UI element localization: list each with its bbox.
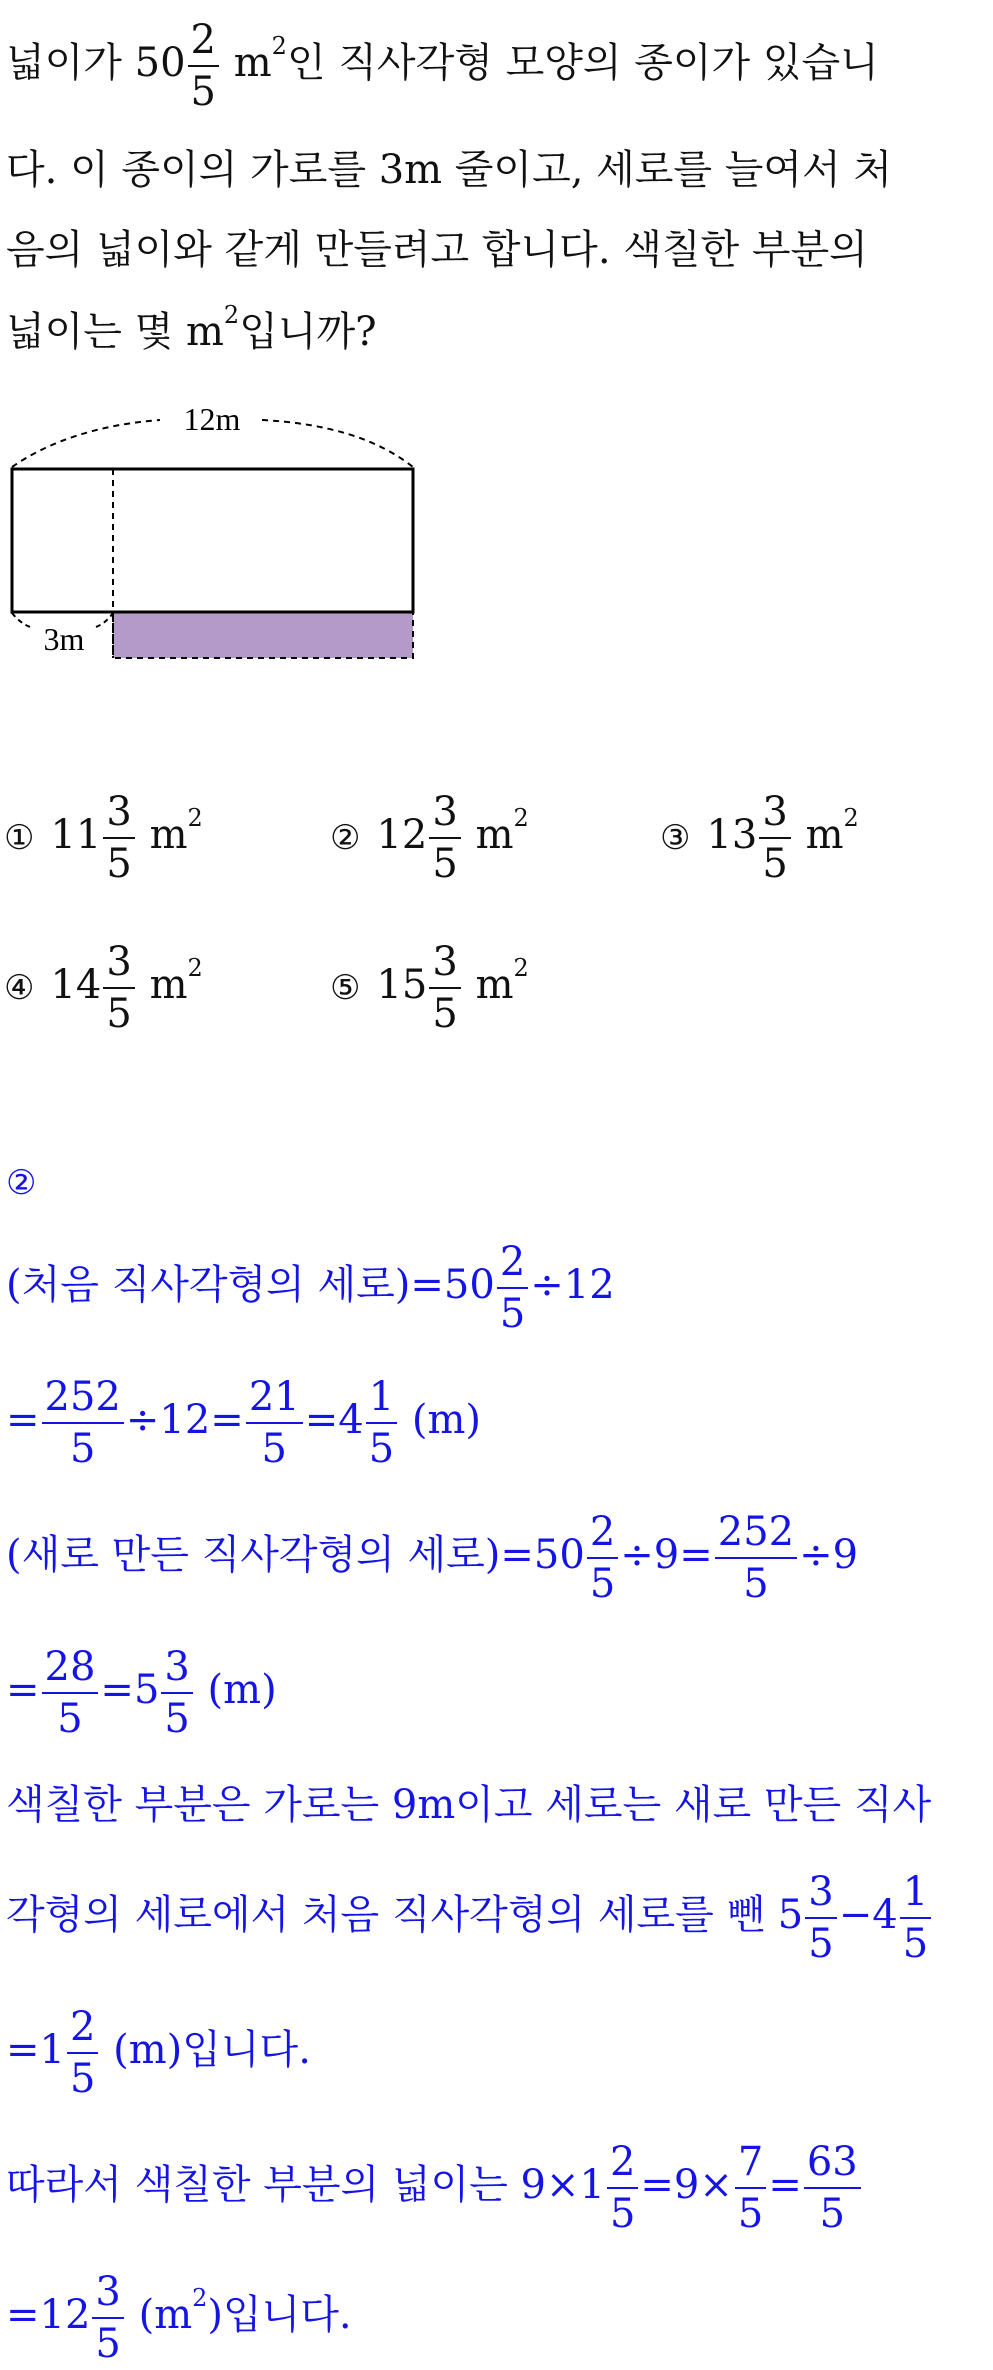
rectangle-figure [0, 395, 430, 675]
solution-line-2: = $\frac{252}{5}$ ÷12= $\frac{21}{5}$ =4 $\frac{1}{5}$ (m) [6, 1374, 481, 1472]
choice-mark: ② [330, 818, 361, 858]
choice-mark: ⑤ [330, 968, 361, 1008]
top-dimension-label: 12m [183, 401, 241, 437]
solution-line-9: =12 $\frac{3}{5}$ $(m^2)$입니다. [6, 2269, 352, 2367]
choice-3[interactable]: ③ 13 $\frac{3}{5}$ $m^2$ [660, 789, 859, 887]
superscript: 2 [223, 301, 240, 329]
shaded-region [113, 612, 413, 658]
question-line-2: 다. 이 종이의 가로를 3m 줄이고, 세로를 늘여서 처 [6, 147, 893, 193]
choice-1[interactable]: ① 11 $\frac{3}{5}$ $m^2$ [4, 789, 203, 887]
question-line-1 [6, 18, 879, 114]
question-text: 넓이가 50 [6, 40, 186, 86]
question-line-3: 음의 넓이와 같게 만들려고 합니다. 색칠한 부분의 [6, 227, 868, 273]
question-text: 넓이는 몇 m [6, 309, 224, 355]
solution-line-1: (처음 직사각형의 세로)=50 $\frac{2}{5}$ ÷12 [6, 1239, 615, 1337]
choice-4[interactable]: ④ 14 $\frac{3}{5}$ $m^2$ [4, 939, 203, 1037]
question-line-4 [6, 301, 377, 355]
solution-line-6: 각형의 세로에서 처음 직사각형의 세로를 뺀 5 $\frac{3}{5}$ −4 $\frac{1}{5}$ [6, 1870, 933, 1966]
answer-mark: ② [6, 1163, 37, 1203]
solution-line-7: =1 $\frac{2}{5}$ (m)입니다. [6, 2004, 311, 2102]
solution-line-5: 색칠한 부분은 가로는 9m이고 세로는 새로 만든 직사 [6, 1782, 932, 1828]
solution-line-3: (새로 만든 직사각형의 세로)=50 $\frac{2}{5}$ ÷9= $\frac{252}{5}$ ÷9 [6, 1509, 859, 1607]
solution-line-8: 따라서 색칠한 부분의 넓이는 9×1 $\frac{2}{5}$ =9× $\frac{7}{5}$ = $\frac{63}{5}$ [6, 2140, 863, 2236]
solution-line-4: = $\frac{28}{5}$ =5 $\frac{3}{5}$ (m) [6, 1644, 277, 1742]
original-rectangle [12, 469, 413, 612]
bottom-dimension-label: 3m [43, 621, 85, 657]
choice-mark: ④ [4, 968, 35, 1008]
unit: m [221, 40, 272, 86]
choice-2[interactable]: ② 12 $\frac{3}{5}$ $m^2$ [330, 789, 529, 887]
question-text: 인 직사각형 모양의 종이가 있습니 [286, 40, 879, 86]
choice-5[interactable]: ⑤ 15 $\frac{3}{5}$ $m^2$ [330, 939, 529, 1037]
fraction: $\frac{2}{5}$ [188, 18, 219, 114]
question-text: 입니까? [239, 309, 377, 355]
superscript: 2 [271, 32, 287, 60]
choice-mark: ③ [660, 818, 691, 858]
choice-mark: ① [4, 818, 35, 858]
